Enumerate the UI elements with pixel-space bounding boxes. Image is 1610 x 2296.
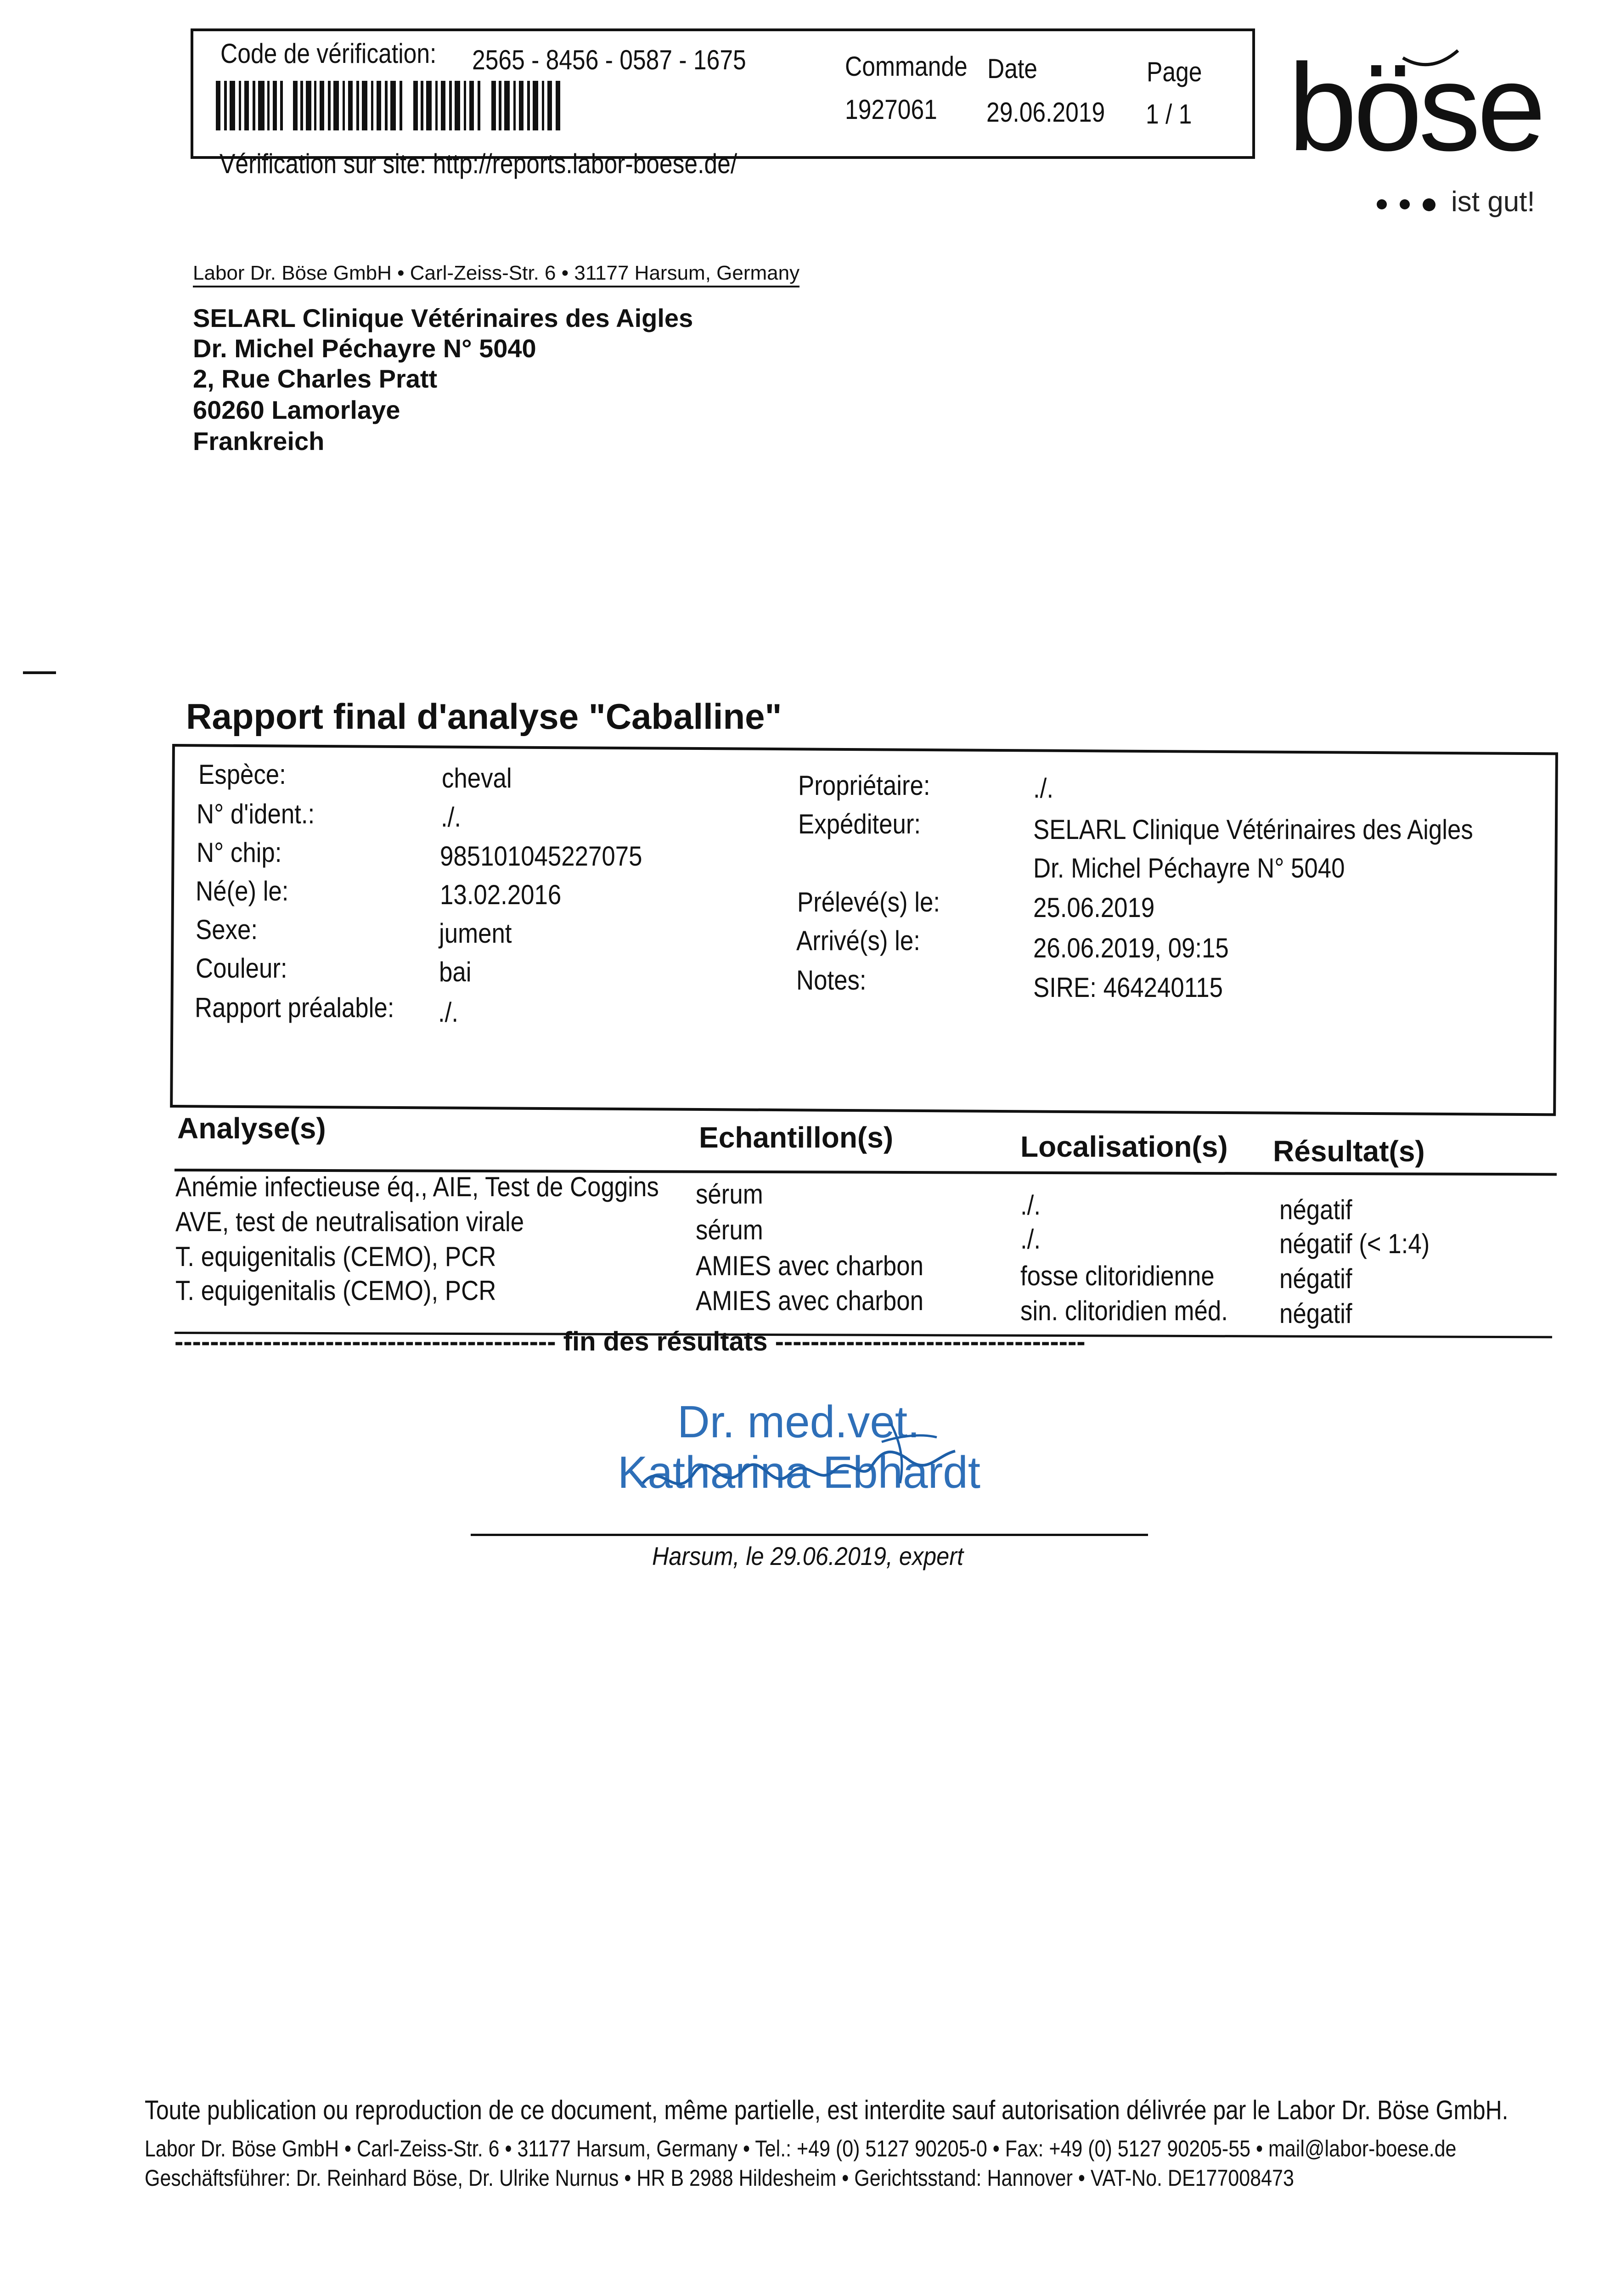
table-cell-sample: AMIES avec charbon bbox=[696, 1285, 923, 1316]
col-header-result: Résultat(s) bbox=[1273, 1135, 1425, 1168]
sender-value-line: SELARL Clinique Vétérinaires des Aigles bbox=[1033, 814, 1473, 845]
ident-value: ./. bbox=[441, 802, 462, 833]
date-value: 29.06.2019 bbox=[986, 97, 1105, 128]
owner-value: ./. bbox=[1033, 773, 1054, 804]
table-cell-analysis: Anémie infectieuse éq., AIE, Test de Coggins bbox=[175, 1171, 659, 1202]
table-cell-result: négatif bbox=[1279, 1263, 1352, 1294]
order-value: 1927061 bbox=[845, 94, 937, 125]
recipient-line: Dr. Michel Péchayre N° 5040 bbox=[193, 334, 536, 363]
page-label: Page bbox=[1147, 56, 1202, 87]
color-label: Couleur: bbox=[196, 953, 287, 984]
sender-value-line: Dr. Michel Péchayre N° 5040 bbox=[1033, 853, 1345, 884]
owner-label: Propriétaire: bbox=[798, 770, 930, 801]
sampled-label: Prélevé(s) le: bbox=[797, 887, 940, 917]
logo-dot-icon bbox=[1400, 199, 1410, 209]
table-cell-analysis: T. equigenitalis (CEMO), PCR bbox=[175, 1241, 496, 1272]
logo-smile-icon bbox=[1401, 48, 1460, 71]
chip-label: N° chip: bbox=[197, 837, 282, 868]
arrived-label: Arrivé(s) le: bbox=[796, 925, 920, 956]
table-cell-location: fosse clitoridienne bbox=[1020, 1261, 1215, 1291]
stamp-title: Dr. med.vet. bbox=[677, 1396, 920, 1447]
col-header-sample: Echantillon(s) bbox=[699, 1121, 894, 1154]
footer-legal: Geschäftsführer: Dr. Reinhard Böse, Dr. Ulrike Nurnus • HR B 2988 Hildesheim • Gerichtsstand: Hannover • VAT-No. DE177008473 bbox=[145, 2165, 1294, 2191]
page-value: 1 / 1 bbox=[1146, 99, 1192, 129]
recipient-line: Frankreich bbox=[193, 427, 325, 456]
prior-report-value: ./. bbox=[438, 997, 459, 1028]
recipient-line: 60260 Lamorlaye bbox=[193, 395, 400, 424]
notes-value: SIRE: 464240115 bbox=[1033, 972, 1223, 1003]
recipient-line: 2, Rue Charles Pratt bbox=[193, 364, 438, 393]
verification-code: 2565 - 8456 - 0587 - 1675 bbox=[472, 45, 746, 75]
end-dashes-left: ------------------------------------------- bbox=[175, 1327, 556, 1356]
species-label: Espèce: bbox=[198, 759, 286, 790]
sex-value: jument bbox=[439, 918, 512, 949]
order-label: Commande bbox=[845, 51, 968, 82]
col-header-location: Localisation(s) bbox=[1020, 1130, 1228, 1163]
signature-line bbox=[471, 1534, 1148, 1536]
table-cell-location: ./. bbox=[1020, 1224, 1041, 1255]
born-label: Né(e) le: bbox=[196, 876, 289, 906]
table-cell-sample: AMIES avec charbon bbox=[696, 1250, 923, 1281]
arrived-value: 26.06.2019, 09:15 bbox=[1033, 933, 1229, 963]
verification-label: Code de vérification: bbox=[220, 38, 437, 69]
prior-report-label: Rapport préalable: bbox=[195, 992, 394, 1023]
verification-site: Vérification sur site: http://reports.labor-boese.de/ bbox=[220, 148, 737, 179]
barcode bbox=[216, 81, 561, 130]
sex-label: Sexe: bbox=[196, 914, 258, 945]
handwritten-signature bbox=[634, 1405, 974, 1506]
ident-label: N° d'ident.: bbox=[197, 799, 315, 829]
table-cell-result: négatif bbox=[1279, 1298, 1352, 1329]
color-value: bai bbox=[439, 957, 472, 987]
end-of-results bbox=[175, 1326, 1086, 1357]
logo-slogan: ist gut! bbox=[1451, 186, 1535, 218]
signature-caption: Harsum, le 29.06.2019, expert bbox=[652, 1542, 963, 1570]
table-cell-analysis: T. equigenitalis (CEMO), PCR bbox=[175, 1275, 496, 1306]
logo: böse bbox=[1288, 39, 1542, 177]
table-cell-location: ./. bbox=[1020, 1190, 1041, 1221]
sender-label: Expéditeur: bbox=[798, 809, 921, 839]
table-cell-location: sin. clitoridien méd. bbox=[1020, 1295, 1228, 1326]
sender-line: Labor Dr. Böse GmbH • Carl-Zeiss-Str. 6 • 31177 Harsum, Germany bbox=[193, 262, 799, 287]
born-value: 13.02.2016 bbox=[440, 879, 562, 910]
sampled-value: 25.06.2019 bbox=[1033, 892, 1155, 923]
footer-notice: Toute publication ou reproduction de ce document, même partielle, est interdite sauf autorisation délivrée par le Labor Dr. Böse GmbH. bbox=[145, 2095, 1509, 2125]
table-cell-sample: sérum bbox=[696, 1215, 763, 1245]
stamp-name: Katharina Ebhardt bbox=[618, 1447, 980, 1497]
species-value: cheval bbox=[442, 763, 512, 793]
fold-mark bbox=[23, 671, 56, 674]
table-cell-analysis: AVE, test de neutralisation virale bbox=[175, 1206, 524, 1237]
logo-dot-icon bbox=[1423, 198, 1435, 211]
table-cell-sample: sérum bbox=[696, 1179, 763, 1210]
footer-address: Labor Dr. Böse GmbH • Carl-Zeiss-Str. 6 • 31177 Harsum, Germany • Tel.: +49 (0) 5127 90205-0 • Fax: +49 (0) 5127 90205-55 • mail@labor-boese.de bbox=[145, 2136, 1457, 2161]
date-label: Date bbox=[987, 53, 1038, 84]
table-cell-result: négatif bbox=[1279, 1194, 1352, 1225]
end-label: fin des résultats bbox=[563, 1327, 768, 1356]
chip-value: 985101045227075 bbox=[440, 841, 642, 872]
table-cell-result: négatif (< 1:4) bbox=[1279, 1228, 1430, 1259]
logo-dot-icon bbox=[1377, 199, 1387, 209]
notes-label: Notes: bbox=[796, 965, 867, 996]
recipient-line: SELARL Clinique Vétérinaires des Aigles bbox=[193, 304, 693, 332]
col-header-analysis: Analyse(s) bbox=[177, 1112, 326, 1145]
end-dashes-right: ----------------------------------- bbox=[775, 1327, 1086, 1356]
report-title: Rapport final d'analyse "Caballine" bbox=[186, 696, 782, 737]
